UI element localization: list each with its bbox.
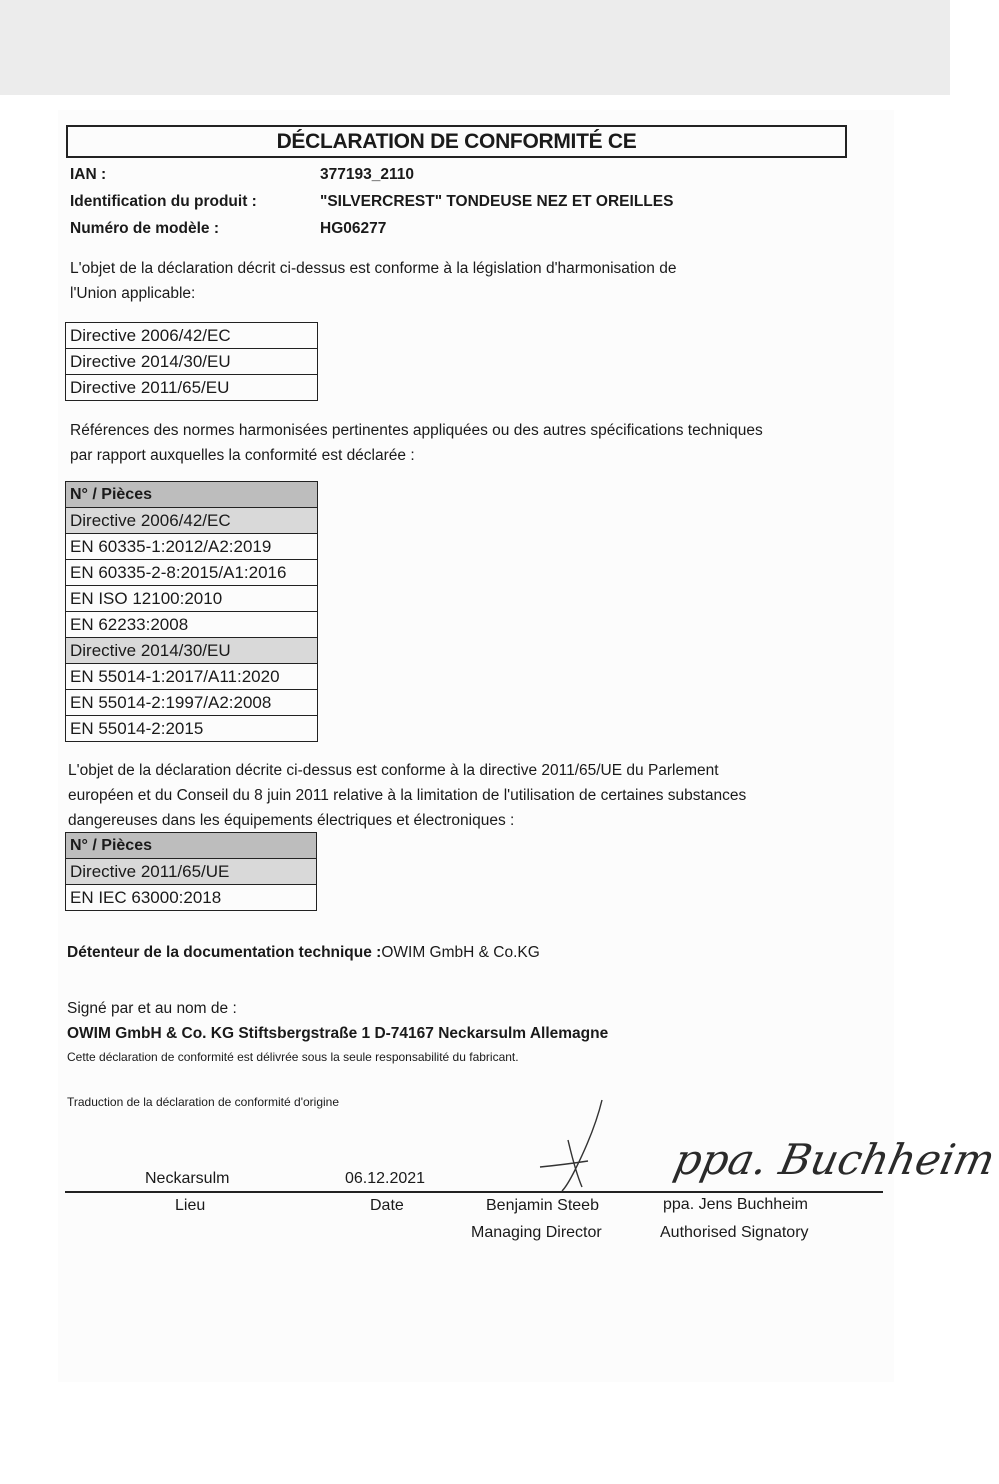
- directive-cell: Directive 2011/65/EU: [66, 375, 318, 401]
- table-header-row: [66, 482, 318, 508]
- table-row: [66, 508, 318, 534]
- signer-2-role: Authorised Signatory: [660, 1224, 809, 1241]
- directive-cell: Directive 2014/30/EU: [66, 349, 318, 375]
- top-bar: [0, 0, 950, 95]
- signer-1-name: Benjamin Steeb: [486, 1197, 599, 1214]
- product-id-value: "SILVERCREST" TONDEUSE NEZ ET OREILLES: [320, 193, 674, 210]
- intro-line-1: L'objet de la déclaration décrit ci-dessus est conforme à la législation d'harmonisation de: [70, 260, 677, 277]
- date-value: 06.12.2021: [345, 1170, 426, 1187]
- signature-buchheim: ppa. Buchheim: [669, 1135, 999, 1184]
- table-cell: EN 60335-2-8:2015/A1:2016: [66, 560, 318, 586]
- references-line-2: par rapport auxquelles la conformité est déclarée :: [70, 447, 415, 464]
- table-row: [66, 638, 318, 664]
- rohs-line-3: dangereuses dans les équipements électriques et électroniques :: [68, 812, 515, 829]
- responsibility-note: Cette déclaration de conformité est délivrée sous la seule responsabilité du fabricant.: [67, 1050, 519, 1064]
- product-id-label: Identification du produit :: [70, 193, 257, 210]
- model-label: Numéro de modèle :: [70, 220, 219, 237]
- table-row: [66, 859, 317, 885]
- table-row: [66, 716, 318, 742]
- holder-value: OWIM GmbH & Co.KG: [381, 944, 540, 961]
- signed-intro: Signé par et au nom de :: [67, 1000, 237, 1017]
- directive-cell: Directive 2006/42/EC: [66, 323, 318, 349]
- table-cell: EN 55014-2:1997/A2:2008: [66, 690, 318, 716]
- table-cell: Directive 2011/65/UE: [66, 859, 317, 885]
- table-header-cell: N° / Pièces: [66, 482, 318, 508]
- table-row: [66, 560, 318, 586]
- documentation-holder: [67, 944, 540, 962]
- table-cell: Directive 2006/42/EC: [66, 508, 318, 534]
- document-title: DÉCLARATION DE CONFORMITÉ CE: [66, 125, 847, 158]
- signer-1-role: Managing Director: [471, 1224, 602, 1241]
- table-row: [66, 885, 317, 911]
- references-line-1: Références des normes harmonisées pertinentes appliquées ou des autres spécifications techniques: [70, 422, 763, 439]
- ian-value: 377193_2110: [320, 166, 414, 183]
- standards-table: [65, 481, 318, 742]
- rohs-line-1: L'objet de la déclaration décrite ci-dessus est conforme à la directive 2011/65/UE du Parlement: [68, 762, 719, 779]
- directive-row: [66, 375, 318, 401]
- table-cell: EN 55014-2:2015: [66, 716, 318, 742]
- model-value: HG06277: [320, 220, 387, 237]
- table-row: [66, 586, 318, 612]
- signer-2-name: ppa. Jens Buchheim: [663, 1196, 808, 1213]
- table-row: [66, 664, 318, 690]
- company-address: OWIM GmbH & Co. KG Stiftsbergstraße 1 D-74167 Neckarsulm Allemagne: [67, 1025, 609, 1042]
- table-cell: EN 60335-1:2012/A2:2019: [66, 534, 318, 560]
- place-value: Neckarsulm: [145, 1170, 230, 1187]
- holder-label: Détenteur de la documentation technique :: [67, 944, 382, 961]
- table-cell: EN 62233:2008: [66, 612, 318, 638]
- ian-label: IAN :: [70, 166, 107, 183]
- table-header-cell: N° / Pièces: [66, 833, 317, 859]
- table-cell: Directive 2014/30/EU: [66, 638, 318, 664]
- directive-row: [66, 323, 318, 349]
- table-cell: EN 55014-1:2017/A11:2020: [66, 664, 318, 690]
- rohs-table: [65, 832, 317, 911]
- place-label: Lieu: [175, 1197, 206, 1214]
- intro-line-2: l'Union applicable:: [70, 285, 196, 302]
- table-row: [66, 534, 318, 560]
- directive-row: [66, 349, 318, 375]
- signature-line: [65, 1191, 883, 1193]
- table-cell: EN IEC 63000:2018: [66, 885, 317, 911]
- date-label: Date: [370, 1197, 404, 1214]
- table-cell: EN ISO 12100:2010: [66, 586, 318, 612]
- table-row: [66, 612, 318, 638]
- signature-steeb: [520, 1095, 620, 1195]
- table-header-row: [66, 833, 317, 859]
- directives-table: [65, 322, 318, 401]
- rohs-line-2: européen et du Conseil du 8 juin 2011 relative à la limitation de l'utilisation de certaines substances: [68, 787, 747, 804]
- table-row: [66, 690, 318, 716]
- translation-note: Traduction de la déclaration de conformité d'origine: [67, 1095, 340, 1109]
